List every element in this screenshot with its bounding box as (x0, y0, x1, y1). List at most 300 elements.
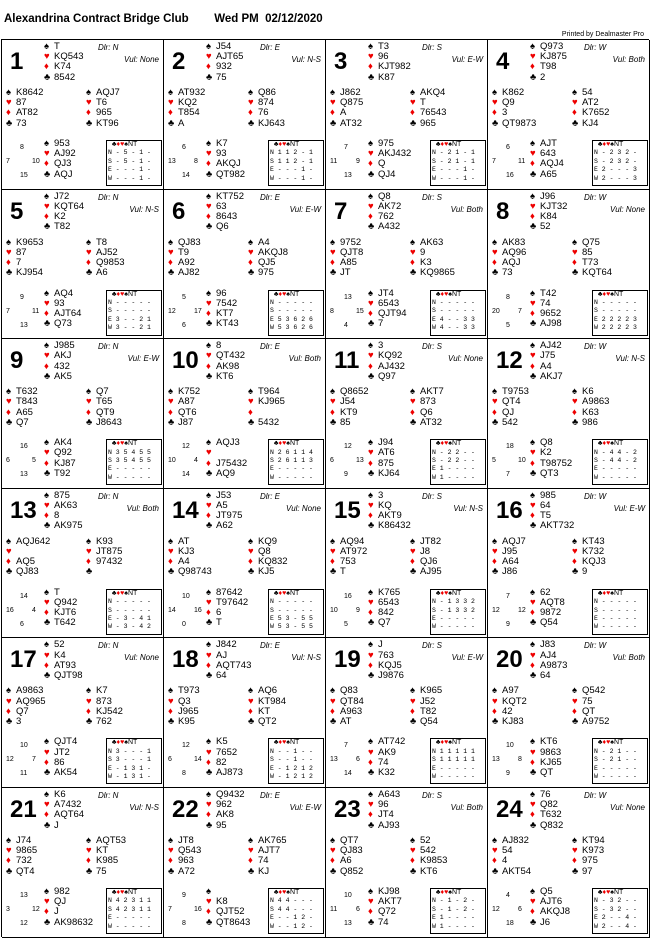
south-club-cards: QT3 (540, 467, 559, 479)
club-icon: ♣ (6, 715, 13, 727)
vulnerability-label: Vul: N-S (291, 55, 321, 64)
heart-icon: ♥ (206, 148, 212, 160)
dd-row: N 3 - - - 1 (108, 747, 151, 755)
west-spade-cards: JT8 (178, 834, 194, 846)
spade-icon: ♠ (206, 437, 212, 449)
board (488, 638, 650, 788)
west-club-cards: T (340, 566, 346, 578)
dealer-label: Dlr: N (98, 192, 119, 202)
club-icon: ♣ (44, 221, 51, 233)
east-heart-cards: KJ965 (258, 396, 285, 408)
board-number: 9 (10, 347, 24, 375)
double-dummy-table (430, 439, 486, 485)
vulnerability-label: Vul: N-S (453, 503, 483, 513)
hcp-west: 12 (492, 606, 500, 614)
diamond-icon: ♦ (206, 510, 211, 522)
heart-icon: ♥ (444, 739, 449, 747)
dd-row: W - - - 1 - (270, 174, 313, 182)
dd-row: E 3 - - 2 1 (108, 315, 151, 323)
diamond-icon: ♦ (248, 107, 253, 119)
hcp-south: 13 (20, 471, 28, 479)
double-dummy-table (430, 738, 486, 784)
hcp-north: 6 (506, 144, 510, 151)
west-club-line (6, 268, 43, 278)
spade-icon: ♠ (44, 885, 50, 897)
dd-row: N - 2 3 2 - (594, 149, 637, 157)
west-heart-cards: AT972 (340, 545, 368, 557)
club-icon: ♣ (44, 669, 51, 681)
south-heart-cards: Q942 (54, 596, 78, 608)
west-spade-cards: AJ832 (502, 834, 529, 846)
club-icon: ♣ (44, 766, 51, 778)
spade-icon: ♠ (286, 440, 290, 448)
double-dummy-table (106, 589, 162, 635)
club-icon: ♣ (6, 117, 13, 129)
dd-row: N - - - - - (432, 299, 475, 306)
east-diamond-cards: K985 (96, 855, 119, 867)
west-club-cards: AJ82 (178, 267, 200, 279)
west-heart-cards: QT4 (502, 396, 521, 408)
heart-icon: ♥ (444, 888, 449, 896)
north-heart-cards: Q82 (540, 799, 558, 811)
east-diamond-cards: K7652 (582, 107, 610, 119)
dd-row: N - - - - - (270, 299, 313, 306)
heart-icon: ♥ (44, 596, 50, 608)
club-icon: ♣ (330, 715, 337, 727)
south-club-cards: AJ873 (216, 766, 243, 778)
spade-icon: ♠ (44, 437, 50, 449)
east-club-line (86, 717, 123, 727)
dealer-label: Dlr: N (98, 641, 119, 651)
east-club-cards: 762 (96, 715, 112, 727)
club-icon: ♣ (368, 318, 375, 330)
south-diamond-cards: QJT52 (216, 906, 245, 918)
south-club-line (368, 618, 400, 628)
north-hand (530, 790, 563, 831)
dealer-label: Dlr: N (98, 790, 119, 800)
spade-icon: ♠ (330, 386, 336, 398)
north-hand (44, 640, 83, 681)
hcp-south: 16 (506, 172, 514, 179)
east-heart-cards: J52 (420, 695, 436, 707)
heart-icon: ♥ (248, 695, 254, 707)
spade-icon: ♠ (610, 440, 614, 448)
heart-icon: ♥ (44, 499, 50, 511)
east-heart-cards: A9863 (582, 396, 610, 408)
hcp-east: 9 (356, 606, 360, 614)
diamond-icon: ♦ (248, 406, 253, 418)
heart-icon: ♥ (120, 589, 125, 597)
hcp-north: 4 (506, 891, 510, 899)
hcp-west: 7 (492, 158, 496, 165)
hcp-west: 6 (168, 756, 172, 764)
west-club-line (168, 717, 200, 727)
east-club-line (248, 418, 285, 428)
east-spade-cards: K965 (420, 685, 443, 697)
hcp-north: 8 (506, 293, 510, 301)
dealer-label: Dlr: N (98, 43, 119, 52)
club-icon: ♣ (530, 221, 537, 233)
west-diamond-cards: J965 (178, 705, 199, 717)
west-spade-cards: QT7 (340, 834, 359, 846)
hcp-south: 11 (20, 770, 28, 778)
east-spade-cards: JT82 (420, 535, 442, 547)
east-spade-cards: 52 (420, 834, 431, 846)
west-hand (6, 387, 38, 428)
east-hand (86, 88, 120, 129)
east-club-line (86, 867, 126, 877)
heart-icon: ♥ (530, 596, 536, 608)
west-hand (330, 387, 369, 428)
spade-icon: ♠ (248, 535, 254, 547)
south-diamond-cards: Q (378, 158, 386, 170)
club-icon: ♣ (530, 318, 537, 330)
club-icon: ♣ (330, 416, 337, 428)
board (488, 489, 650, 639)
dd-row: W - - - 1 - (108, 174, 151, 182)
east-spade-cards: AK765 (258, 834, 287, 846)
north-heart-cards: 962 (216, 799, 232, 811)
north-hand (368, 790, 400, 831)
west-club-cards: 542 (502, 416, 518, 428)
heart-icon: ♥ (248, 97, 254, 109)
south-hand (206, 887, 250, 928)
west-hand (6, 88, 43, 129)
club-icon: ♣ (572, 715, 579, 727)
diamond-icon: ♦ (368, 756, 373, 768)
spade-icon: ♠ (168, 236, 174, 248)
club-icon: ♣ (44, 318, 51, 330)
hcp-south: 5 (344, 620, 348, 628)
heart-icon: ♥ (44, 148, 50, 160)
vulnerability-label: Vul: Both (126, 503, 159, 513)
east-heart-cards: Q8 (258, 545, 271, 557)
dd-row: W 3 - - 2 1 (108, 324, 151, 332)
west-club-cards: KJ954 (16, 267, 43, 279)
spade-icon: ♠ (6, 236, 12, 248)
diamond-icon: ♦ (44, 607, 49, 619)
north-diamond-cards: 432 (54, 360, 70, 372)
east-spade-cards: T8 (96, 236, 108, 248)
heart-icon: ♥ (530, 51, 536, 63)
hcp-west: 10 (168, 457, 176, 465)
dd-row: W - - - - - (270, 473, 313, 481)
heart-icon: ♥ (368, 799, 374, 811)
dd-row: E 4 - - 3 3 (432, 315, 475, 323)
south-club-line (368, 170, 411, 180)
west-club-cards: Q852 (340, 865, 364, 877)
east-heart-cards: AKQJ8 (258, 246, 289, 258)
east-club-line (86, 119, 120, 129)
west-heart-cards: J95 (502, 545, 518, 557)
east-spade-cards: AK63 (420, 236, 444, 248)
west-diamond-cards: A4 (178, 556, 190, 568)
board (326, 638, 488, 788)
diamond-icon: ♦ (368, 510, 373, 522)
hcp-south: 15 (20, 172, 28, 179)
hcp-compass (492, 892, 528, 934)
south-hand (44, 438, 76, 479)
west-diamond-cards: A6 (340, 855, 352, 867)
dd-row: E 1 - - - - (432, 465, 475, 473)
west-heart-line (168, 547, 212, 557)
diamond-icon: ♦ (168, 406, 173, 418)
diamond-icon: ♦ (492, 556, 497, 568)
heart-icon: ♥ (572, 545, 578, 557)
dd-row: N - 2 1 - 1 (432, 149, 475, 157)
club-icon: ♣ (273, 290, 279, 298)
spade-icon: ♠ (86, 685, 92, 697)
vulnerability-label: Vul: Both (612, 653, 645, 663)
club-icon: ♣ (273, 589, 279, 597)
heart-icon: ♥ (410, 246, 416, 258)
north-heart-line (44, 501, 83, 511)
west-club-line (6, 717, 46, 727)
north-diamond-cards: AQT743 (216, 659, 252, 671)
hcp-compass (168, 593, 204, 635)
spade-icon: ♠ (124, 440, 128, 448)
spade-icon: ♠ (206, 736, 212, 748)
heart-icon: ♥ (444, 290, 449, 298)
dd-row: S 4 2 3 1 1 (108, 905, 151, 913)
dd-row: S 1 1 2 - 1 (270, 157, 313, 165)
south-heart-cards: T97642 (216, 596, 249, 608)
spade-icon: ♠ (44, 586, 50, 598)
north-club-cards: K87 (378, 71, 395, 83)
club-icon: ♣ (273, 739, 279, 747)
east-heart-cards: AJT7 (258, 845, 281, 857)
diamond-icon: ♦ (530, 607, 535, 619)
club-icon: ♣ (111, 739, 117, 747)
spade-icon: ♠ (330, 834, 336, 846)
club-icon: ♣ (44, 617, 51, 629)
south-hand (368, 289, 407, 330)
north-club-cards: 64 (216, 669, 227, 681)
diamond-icon: ♦ (44, 906, 49, 918)
diamond-icon: ♦ (440, 888, 445, 896)
east-heart-cards: JT875 (96, 545, 123, 557)
hcp-east: 9 (356, 158, 360, 165)
north-hand (530, 42, 567, 83)
hcp-north: 14 (20, 592, 28, 600)
spade-icon: ♠ (330, 685, 336, 697)
west-hand (330, 238, 363, 279)
diamond-icon: ♦ (116, 141, 121, 148)
board (2, 788, 164, 938)
spade-icon: ♠ (286, 888, 290, 896)
hcp-compass (168, 144, 204, 186)
west-heart-line (6, 248, 43, 258)
east-club-line (86, 418, 122, 428)
south-hand (206, 588, 248, 629)
west-hand (492, 836, 531, 877)
spade-icon: ♠ (368, 885, 374, 897)
east-diamond-cards: KQ832 (258, 556, 288, 568)
north-club-cards: QJT98 (54, 669, 83, 681)
diamond-icon: ♦ (572, 406, 577, 418)
club-icon: ♣ (6, 865, 13, 877)
west-hand (168, 387, 200, 428)
spade-icon: ♠ (492, 834, 498, 846)
east-club-line (572, 119, 609, 129)
diamond-icon: ♦ (278, 589, 283, 597)
east-hand (410, 836, 447, 877)
east-club-cards: A9752 (582, 715, 610, 727)
hcp-compass (6, 443, 42, 485)
south-spade-cards: AQ4 (54, 287, 74, 299)
hcp-west: 7 (168, 905, 172, 913)
heart-icon: ♥ (368, 200, 374, 212)
east-spade-cards: KT43 (582, 535, 605, 547)
south-heart-line (368, 149, 411, 159)
diamond-icon: ♦ (44, 809, 49, 821)
heart-icon: ♥ (492, 545, 498, 557)
diamond-icon: ♦ (206, 158, 211, 170)
diamond-icon: ♦ (206, 906, 211, 918)
west-club-line (168, 268, 201, 278)
diamond-icon: ♦ (602, 290, 607, 298)
west-club-cards: JT (340, 267, 351, 279)
dd-header-row: ♣♦♥♠NT (435, 589, 462, 597)
south-hand (44, 139, 76, 180)
club-icon: ♣ (206, 819, 213, 831)
board (2, 40, 164, 190)
diamond-icon: ♦ (440, 440, 445, 448)
east-diamond-cards: 975 (582, 855, 598, 867)
diamond-icon: ♦ (492, 705, 497, 717)
north-spade-cards: Q973 (540, 41, 564, 52)
south-club-cards: QT8643 (216, 916, 251, 928)
west-spade-cards: K752 (178, 386, 201, 398)
north-diamond-cards: KJT982 (378, 61, 411, 73)
dd-row: N - - - - - (108, 598, 151, 606)
vulnerability-label: Vul: N-S (615, 354, 645, 364)
west-hand (6, 836, 37, 877)
dd-header-row: ♣♦♥♠NT (273, 290, 300, 298)
board (326, 190, 488, 340)
heart-icon: ♥ (410, 845, 416, 857)
hcp-compass (492, 593, 528, 635)
club-icon: ♣ (368, 370, 375, 382)
south-club-line (44, 170, 76, 180)
hcp-south: 5 (506, 321, 510, 329)
hcp-south: 0 (182, 620, 186, 628)
north-diamond-cards: 932 (216, 61, 232, 73)
south-club-line (44, 618, 77, 628)
heart-icon: ♥ (368, 746, 374, 758)
spade-icon: ♠ (168, 386, 174, 398)
hcp-west: 13 (330, 756, 338, 764)
club-icon: ♣ (597, 440, 603, 448)
spade-icon: ♠ (44, 41, 50, 52)
vulnerability-label: Vul: Both (450, 204, 483, 214)
hcp-south: 13 (344, 919, 352, 927)
south-diamond-cards: 875 (378, 457, 394, 469)
north-club-cards: 52 (540, 221, 551, 233)
club-icon: ♣ (248, 865, 255, 877)
east-spade-cards: AKT7 (420, 386, 444, 398)
hcp-north: 13 (344, 293, 352, 301)
hcp-north: 16 (344, 592, 352, 600)
diamond-icon: ♦ (44, 61, 49, 73)
dd-row: W - - - - - (594, 623, 637, 631)
spade-icon: ♠ (124, 589, 128, 597)
vulnerability-label: Vul: E-W (451, 653, 483, 663)
heart-icon: ♥ (530, 200, 536, 212)
north-spade-cards: J72 (54, 190, 70, 202)
double-dummy-table (430, 140, 486, 186)
dd-row: E - - 1 2 - (270, 914, 313, 922)
dd-row: W - - - - - (108, 922, 151, 930)
spade-icon: ♠ (610, 290, 614, 298)
heart-icon: ♥ (206, 200, 212, 212)
diamond-icon: ♦ (492, 107, 497, 119)
spade-icon: ♠ (530, 489, 536, 501)
west-club-line (492, 268, 526, 278)
club-icon: ♣ (492, 865, 499, 877)
north-heart-cards: AJ (216, 649, 228, 661)
south-heart-cards: K2 (540, 447, 552, 459)
diamond-icon: ♦ (168, 257, 173, 268)
hcp-north: 10 (182, 592, 190, 600)
spade-icon: ♠ (610, 739, 614, 747)
east-club-cards: 965 (420, 117, 436, 129)
heart-icon: ♥ (282, 141, 287, 148)
north-heart-cards: KQ92 (378, 350, 403, 362)
spade-icon: ♠ (206, 190, 212, 202)
dd-header-row: ♣♦♥♠NT (597, 739, 624, 747)
north-club-cards: Q832 (540, 819, 564, 831)
dealer-label: Dlr: N (98, 491, 119, 501)
hcp-east: 17 (194, 307, 202, 315)
north-club-cards: 64 (540, 669, 551, 681)
east-club-line (248, 567, 288, 577)
diamond-icon: ♦ (44, 308, 49, 319)
east-club-line (410, 119, 446, 129)
spade-icon: ♠ (248, 236, 254, 248)
diamond-icon: ♦ (368, 607, 373, 619)
east-diamond-cards: QT (582, 705, 596, 717)
heart-icon: ♥ (368, 649, 374, 661)
west-hand (168, 88, 205, 129)
double-dummy-table (430, 888, 486, 934)
west-heart-cards: QJ83 (340, 845, 363, 857)
club-icon: ♣ (330, 865, 337, 877)
club-icon: ♣ (6, 416, 13, 428)
heart-icon: ♥ (368, 51, 374, 63)
north-club-line (44, 73, 84, 83)
board-number: 20 (496, 646, 523, 674)
diamond-icon: ♦ (572, 855, 577, 867)
north-club-line (44, 222, 84, 232)
hcp-north: 7 (506, 592, 510, 600)
diamond-icon: ♦ (492, 257, 497, 268)
north-hand (44, 341, 75, 382)
spade-icon: ♠ (448, 589, 452, 597)
board (164, 190, 326, 340)
hcp-compass (168, 443, 204, 485)
heart-icon: ♥ (44, 896, 50, 908)
hcp-north: 7 (344, 742, 348, 750)
spade-icon: ♠ (206, 489, 212, 501)
board-number: 18 (172, 646, 199, 674)
board-grid (1, 39, 649, 937)
board-number: 15 (334, 496, 361, 524)
dd-header-row: ♣♦♥♠NT (435, 888, 462, 896)
club-icon: ♣ (492, 416, 499, 428)
spade-icon: ♠ (168, 535, 174, 547)
east-heart-cards: 542 (420, 845, 436, 857)
